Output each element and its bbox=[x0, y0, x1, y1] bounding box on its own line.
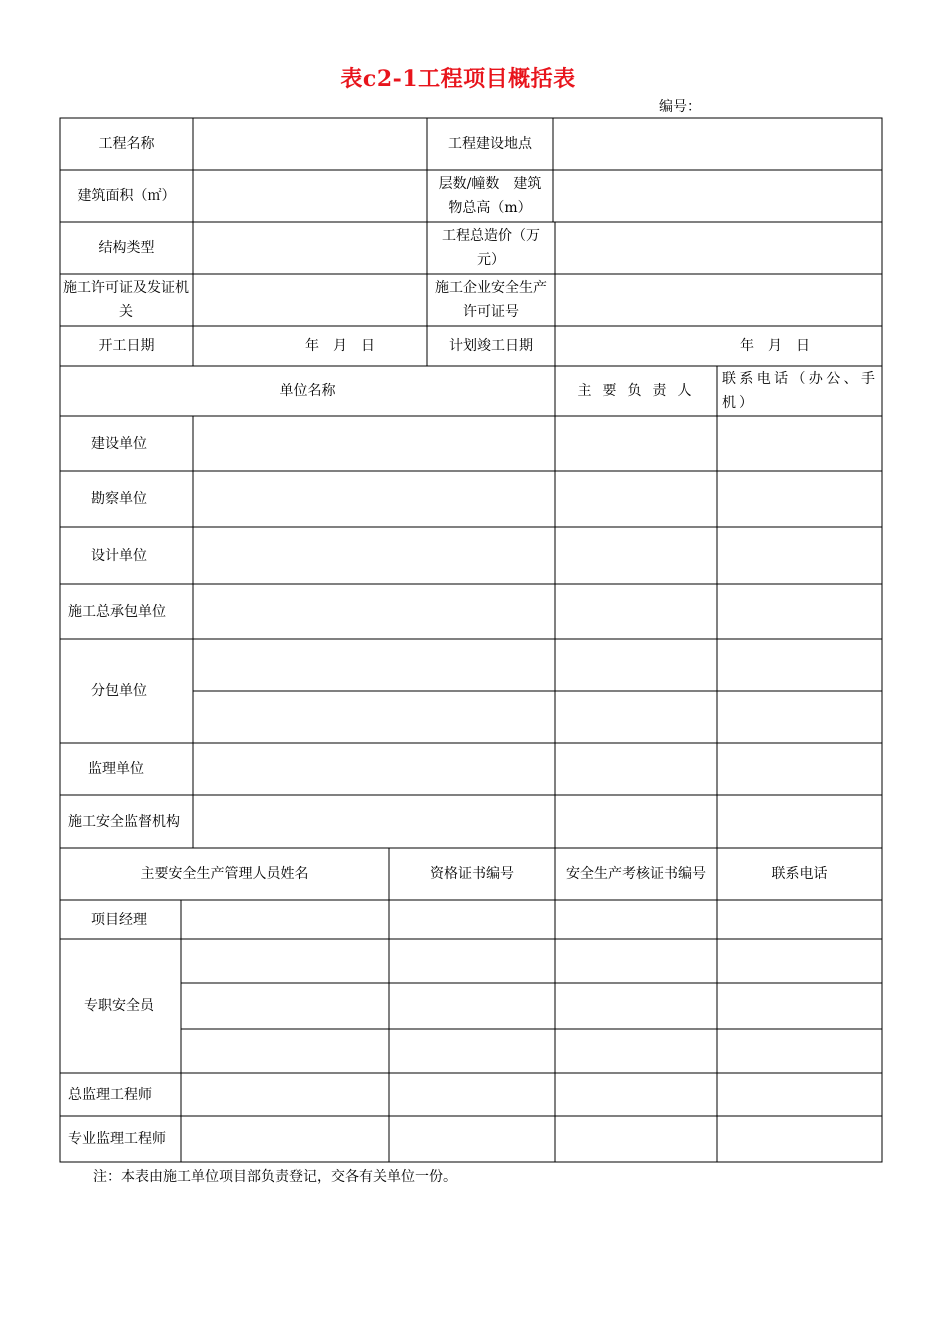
label-survey-unit: 勘察单位 bbox=[91, 491, 147, 507]
label-planned-completion: 计划竣工日期 bbox=[449, 338, 533, 354]
label-site-location: 工程建设地点 bbox=[448, 136, 532, 152]
label-project-name: 工程名称 bbox=[98, 136, 155, 152]
label-specialist-supervisor: 专业监理工程师 bbox=[68, 1131, 166, 1147]
site-location-field[interactable] bbox=[554, 119, 881, 169]
project-name-field[interactable] bbox=[194, 119, 426, 169]
safety-license-field[interactable] bbox=[556, 275, 881, 325]
header-phone: 联系电话 bbox=[771, 866, 828, 882]
label-floors-height: 层数/幢数 建筑物总高（m） bbox=[438, 176, 542, 216]
label-safety-supervision-agency: 施工安全监督机构 bbox=[68, 813, 180, 830]
label-construction-unit: 建设单位 bbox=[91, 435, 147, 452]
header-qualification-cert: 资格证书编号 bbox=[430, 866, 514, 882]
floor-area-field[interactable] bbox=[194, 171, 426, 221]
label-subcontractor: 分包单位 bbox=[91, 683, 147, 699]
header-principal: 主要负责人 bbox=[577, 383, 703, 399]
label-general-contractor: 施工总承包单位 bbox=[68, 603, 166, 620]
header-manager-name: 主要安全生产管理人员姓名 bbox=[140, 866, 309, 882]
label-supervision-unit: 监理单位 bbox=[88, 761, 144, 777]
label-design-unit: 设计单位 bbox=[91, 547, 147, 564]
label-start-date: 开工日期 bbox=[98, 338, 155, 354]
label-safety-license: 施工企业安全生产许可证号 bbox=[435, 280, 547, 320]
form-title: 表c2-1工程项目概括表 bbox=[340, 66, 576, 92]
label-structure-type: 结构类型 bbox=[98, 240, 155, 256]
permit-authority-field[interactable] bbox=[194, 275, 426, 325]
start-date-field[interactable]: 年 月 日 bbox=[305, 338, 375, 354]
header-contact-phone: 联系电话（办公、手机） bbox=[722, 371, 878, 411]
header-safety-assessment-cert: 安全生产考核证书编号 bbox=[566, 866, 706, 882]
label-permit-authority: 施工许可证及发证机关 bbox=[63, 280, 189, 320]
label-floor-area: 建筑面积（㎡） bbox=[77, 188, 176, 204]
header-unit-name: 单位名称 bbox=[279, 383, 336, 399]
label-safety-officer: 专职安全员 bbox=[84, 998, 154, 1014]
label-chief-supervisor: 总监理工程师 bbox=[68, 1086, 152, 1103]
label-project-manager: 项目经理 bbox=[91, 911, 147, 928]
label-total-cost: 工程总造价（万元） bbox=[442, 228, 540, 268]
total-cost-field[interactable] bbox=[556, 223, 881, 273]
planned-completion-field[interactable]: 年 月 日 bbox=[740, 338, 810, 354]
footnote: 注：本表由施工单位项目部负责登记，交各有关单位一份。 bbox=[93, 1169, 457, 1185]
structure-type-field[interactable] bbox=[194, 223, 426, 273]
serial-number-label: 编号： bbox=[659, 99, 701, 115]
floors-height-field[interactable] bbox=[554, 171, 881, 221]
